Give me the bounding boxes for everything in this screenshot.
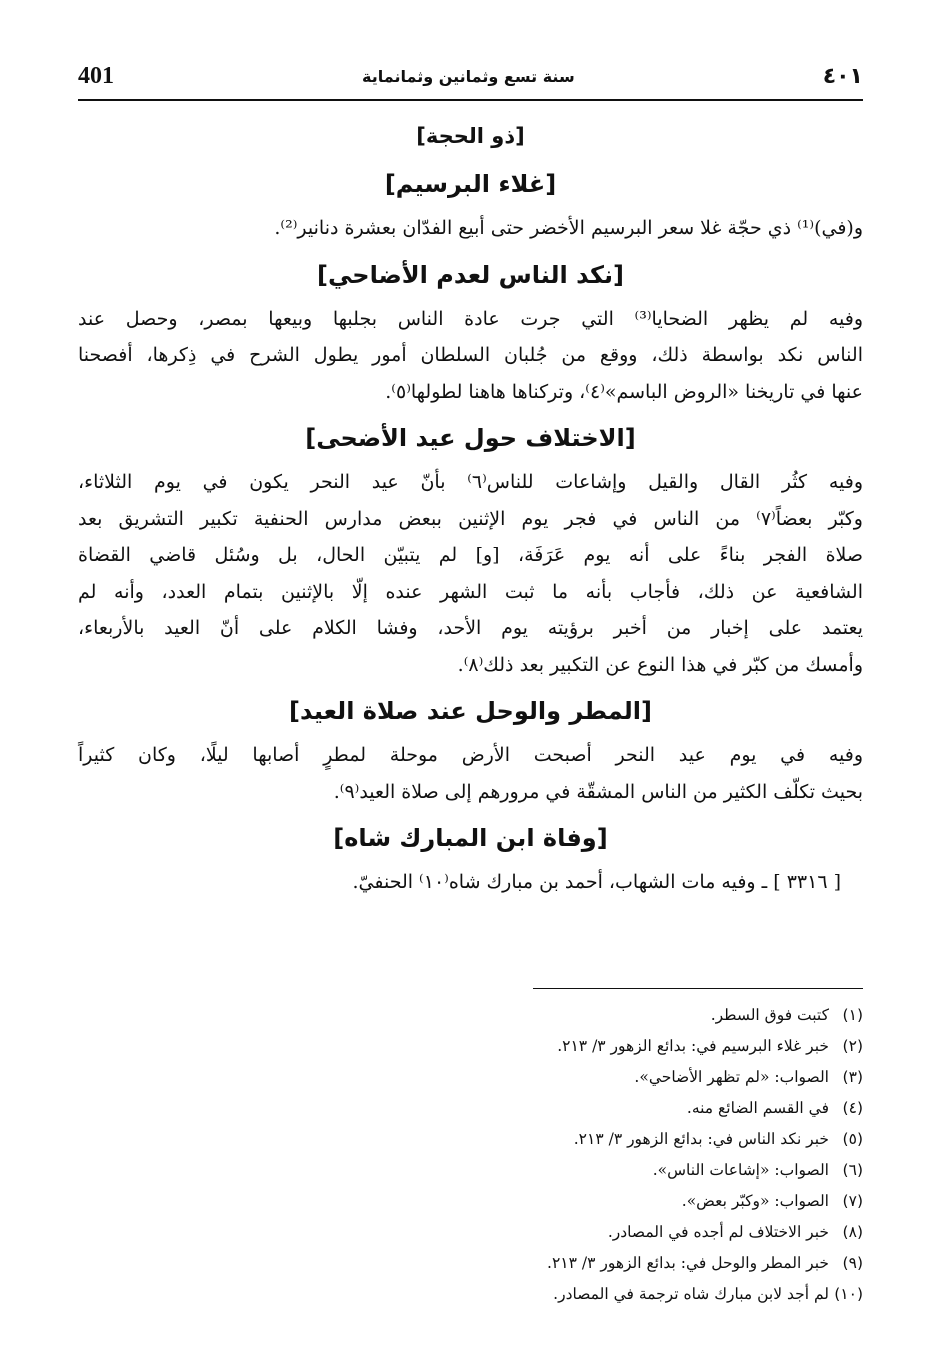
footnote-text: خبر غلاء البرسيم في: بدائع الزهور ٣/ ٢١٣. <box>557 1037 829 1055</box>
page-number-latin: 401 <box>78 62 114 89</box>
footnote <box>300 1031 863 1062</box>
footnote-rule <box>533 988 863 989</box>
footnote-text: خبر نكد الناس في: بدائع الزهور ٣/ ٢١٣. <box>573 1130 829 1148</box>
footnote-text: في القسم الضائع منه. <box>686 1099 829 1117</box>
month-heading: [ذو الحجة] <box>416 124 525 148</box>
page-number-arabic: ٤٠١ <box>822 63 863 89</box>
footnote-number: (٥) <box>842 1130 863 1148</box>
footnote <box>300 1186 863 1217</box>
text-line: صلاة الفجر بناءً على أنه يوم عَرَفَة، [و] لم يتبيّن الحال، بل وسُئل قاضي القضاة <box>78 544 863 566</box>
footnote-text: خبر الاختلاف لم أجده في المصادر. <box>607 1223 829 1241</box>
text-line: عنها في تاريخنا «الروض الباسم»⁽٤⁾، وتركناها هاهنا لطولها⁽٥⁾. <box>385 380 863 403</box>
footnote <box>300 1279 863 1310</box>
running-header <box>78 58 863 94</box>
footnote-text: خبر المطر والوحل في: بدائع الزهور ٣/ ٢١٣. <box>547 1254 829 1272</box>
footnote-text: كتبت فوق السطر. <box>710 1006 829 1024</box>
section-paragraph <box>78 737 863 810</box>
footnote-number: (٣) <box>842 1068 863 1086</box>
text-line: بحيث تكلّف الكثير من الناس المشقّة في مرورهم إلى صلاة العيد⁽٩⁾. <box>333 780 863 803</box>
footnote-number: (٨) <box>842 1223 863 1241</box>
section-heading: [الاختلاف حول عيد الأضحى] <box>305 424 636 452</box>
footnote-number: (٩) <box>842 1254 863 1272</box>
section-heading: [غلاء البرسيم] <box>384 170 557 198</box>
footnote <box>300 1248 863 1279</box>
text-line: وفيه لم يظهر الضحايا⁽³⁾ التي جرت عادة الناس بجلبها وبيعها بمصر، وحصل عند <box>78 307 864 330</box>
text-line: الشافعية عن ذلك، فأجاب بأنه ما ثبت الشهر عنده إلّا بالإثنين بتمام العدد، وأنه لم <box>78 580 863 603</box>
footnote <box>300 1000 863 1031</box>
footnote-text: الصواب: «وكبّر بعض». <box>681 1192 829 1210</box>
main-text <box>78 112 863 901</box>
footnote <box>300 1093 863 1124</box>
text-line: وكبّر بعضاً⁽٧⁾ من الناس في فجر يوم الإثنين ببعض مدارس الحنفية تكبير التشريق بعد <box>78 507 863 530</box>
footnote-number: (١) <box>842 1006 863 1024</box>
text-line: الناس نكد بواسطة ذلك، ووقع من جُلبان السلطان أمور يطول الشرح في ذِكرها، أفصحنا <box>78 344 863 366</box>
footnote-number: (٤) <box>842 1099 863 1117</box>
biography-entry <box>78 864 863 901</box>
text-line: و(في)⁽¹⁾ ذي حجّة غلا سعر البرسيم الأخضر حتى أبيع الفدّان بعشرة دنانير⁽²⁾. <box>274 217 863 239</box>
text-line: وفيه في يوم عيد النحر أصبحت الأرض موحلة لمطرٍ أصابها ليلًا، وكان كثيراً <box>78 744 863 766</box>
text-line: وأمسك من كبّر في هذا النوع عن التكبير بعد ذلك⁽٨⁾. <box>457 653 863 676</box>
footnotes <box>300 1000 863 1310</box>
header-rule <box>78 99 863 101</box>
footnote-number: (٢) <box>842 1037 863 1055</box>
text-line: يعتمد على إخبار من أخبر برؤيته يوم الأحد، وفشا الكلام على أنّ العيد بالأربعاء، <box>78 617 863 639</box>
footnote <box>300 1124 863 1155</box>
footnote <box>300 1155 863 1186</box>
footnote-number: (٧) <box>842 1192 863 1210</box>
section-paragraph <box>78 464 863 683</box>
footnote-text: الصواب: «لم تظهر الأضاحي». <box>634 1068 829 1086</box>
footnote-number: (١٠) <box>834 1285 863 1303</box>
footnote <box>300 1217 863 1248</box>
footnote-text: الصواب: «إشاعات الناس». <box>652 1161 829 1179</box>
footnote <box>300 1062 863 1093</box>
text-line: [ ٣٣١٦ ] ـ وفيه مات الشهاب، أحمد بن مبارك شاه⁽١٠⁾ الحنفيّ. <box>352 871 841 893</box>
running-title: سنة تسع وثمانين وثمانماية <box>362 66 575 86</box>
text-line: وفيه كثُر القال والقيل وإشاعات للناس⁽٦⁾ بأنّ عيد النحر يكون في يوم الثلاثاء، <box>78 471 863 493</box>
section-paragraph <box>78 301 863 411</box>
footnote-text: لم أجد لابن مبارك شاه ترجمة في المصادر. <box>553 1285 829 1303</box>
section-heading: [المطر والوحل عند صلاة العيد] <box>289 697 652 725</box>
footnote-number: (٦) <box>842 1161 863 1179</box>
section-paragraph <box>78 210 863 247</box>
section-heading: [نكد الناس لعدم الأضاحي] <box>317 260 624 289</box>
section-heading: [وفاة ابن المبارك شاه] <box>333 824 608 852</box>
